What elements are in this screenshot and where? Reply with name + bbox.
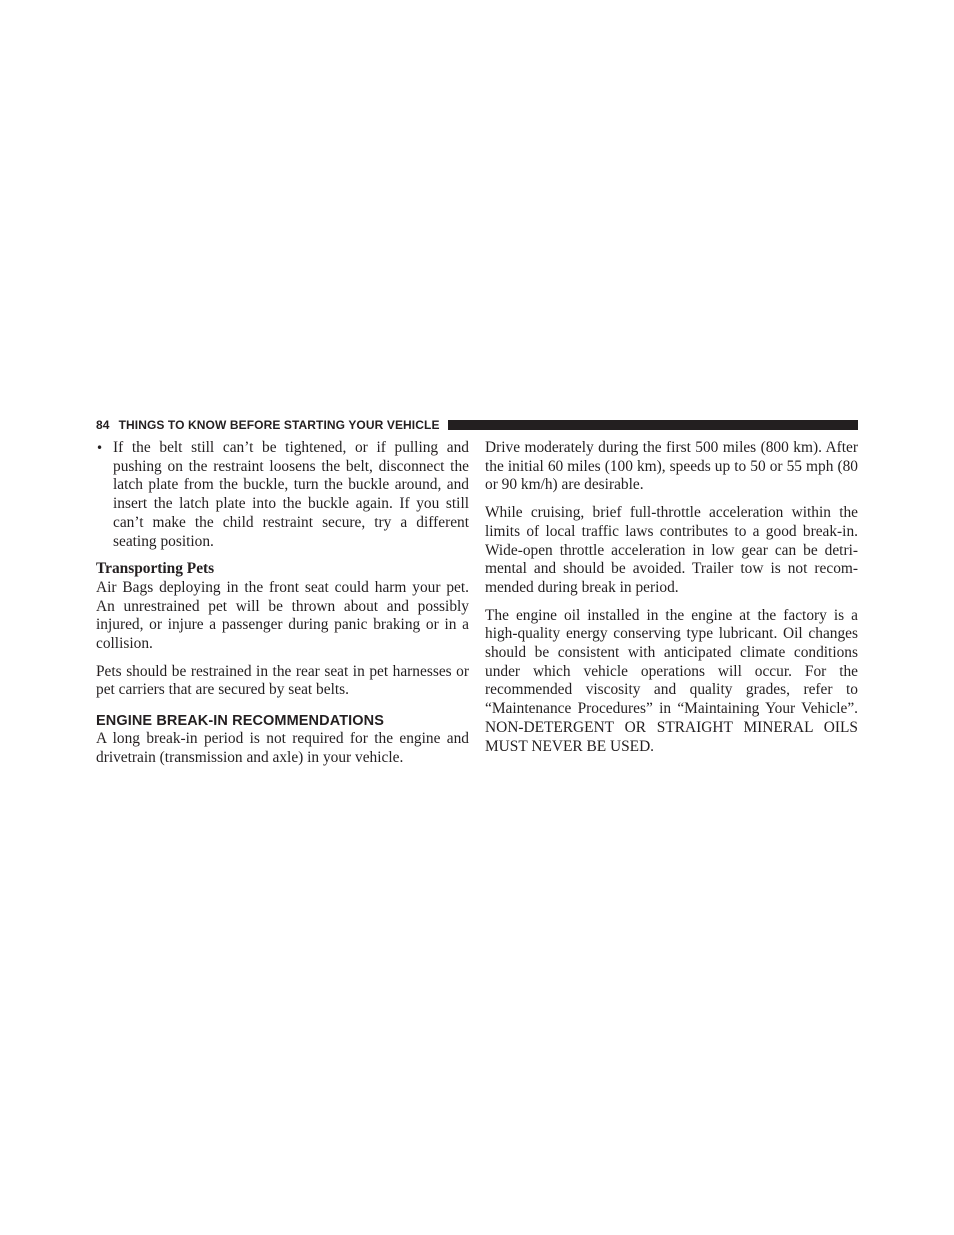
bullet-item <box>96 439 469 551</box>
cruising-paragraph: While cruising, brief full-throttle acceleration within the limits of local traffic laws contributes to a good break-in. Wide-open throttle acceleration in low gear can be detrimental and should be avoided. Trailer tow is not recommended during break in period. <box>485 504 858 596</box>
bullet-text: If the belt still can’t be tightened, or if pulling and pushing on the restraint loosens the belt, disconnect the latch plate from the buckle, turn the buckle around, and insert the latch plate into the buckle again. If you still can’t make the child restraint secure, try a different seating position. <box>113 439 469 550</box>
bullet-dot-icon: • <box>96 441 104 455</box>
header-rule-bar <box>448 420 858 430</box>
engine-oil-paragraph: The engine oil installed in the engine at the factory is a high-quality energy conserving type lubricant. Oil changes should be consistent with anticipated climate conditions under which vehicle operations will occur. For the recommended viscosity and quality grades, refer to “Maintenance Procedures” in “Maintaining Your Vehicle”. NON-DETERGENT OR STRAIGHT MINERAL OILS MUST NEVER BE USED. <box>485 606 858 755</box>
engine-break-in-heading: ENGINE BREAK-IN RECOMMENDATIONS <box>96 713 385 730</box>
right-column <box>485 439 858 756</box>
pets-paragraph-2: Pets should be restrained in the rear seat in pet harnesses or pet carriers that are secured by seat belts. <box>96 662 469 699</box>
engine-paragraph-1: A long break-in period is not required for the engine and drivetrain (transmission and axle) in your vehicle. <box>96 730 469 766</box>
section-title: THINGS TO KNOW BEFORE STARTING YOUR VEHICLE <box>118 418 440 432</box>
pets-paragraph-1: Air Bags deploying in the front seat could harm your pet. An unrestrained pet will be thrown about and possibly injured, or injure a passenger during panic braking or in a collision. <box>96 578 469 653</box>
left-column <box>96 439 469 768</box>
drive-moderately-paragraph: Drive moderately during the first 500 miles (800 km). After the initial 60 miles (100 km), speeds up to 50 or 55 mph (80 or 90 km/h) are desirable. <box>485 439 858 494</box>
pets-heading: Transporting Pets <box>96 560 215 578</box>
page-header <box>96 417 858 433</box>
page-number: 84 <box>96 418 110 432</box>
